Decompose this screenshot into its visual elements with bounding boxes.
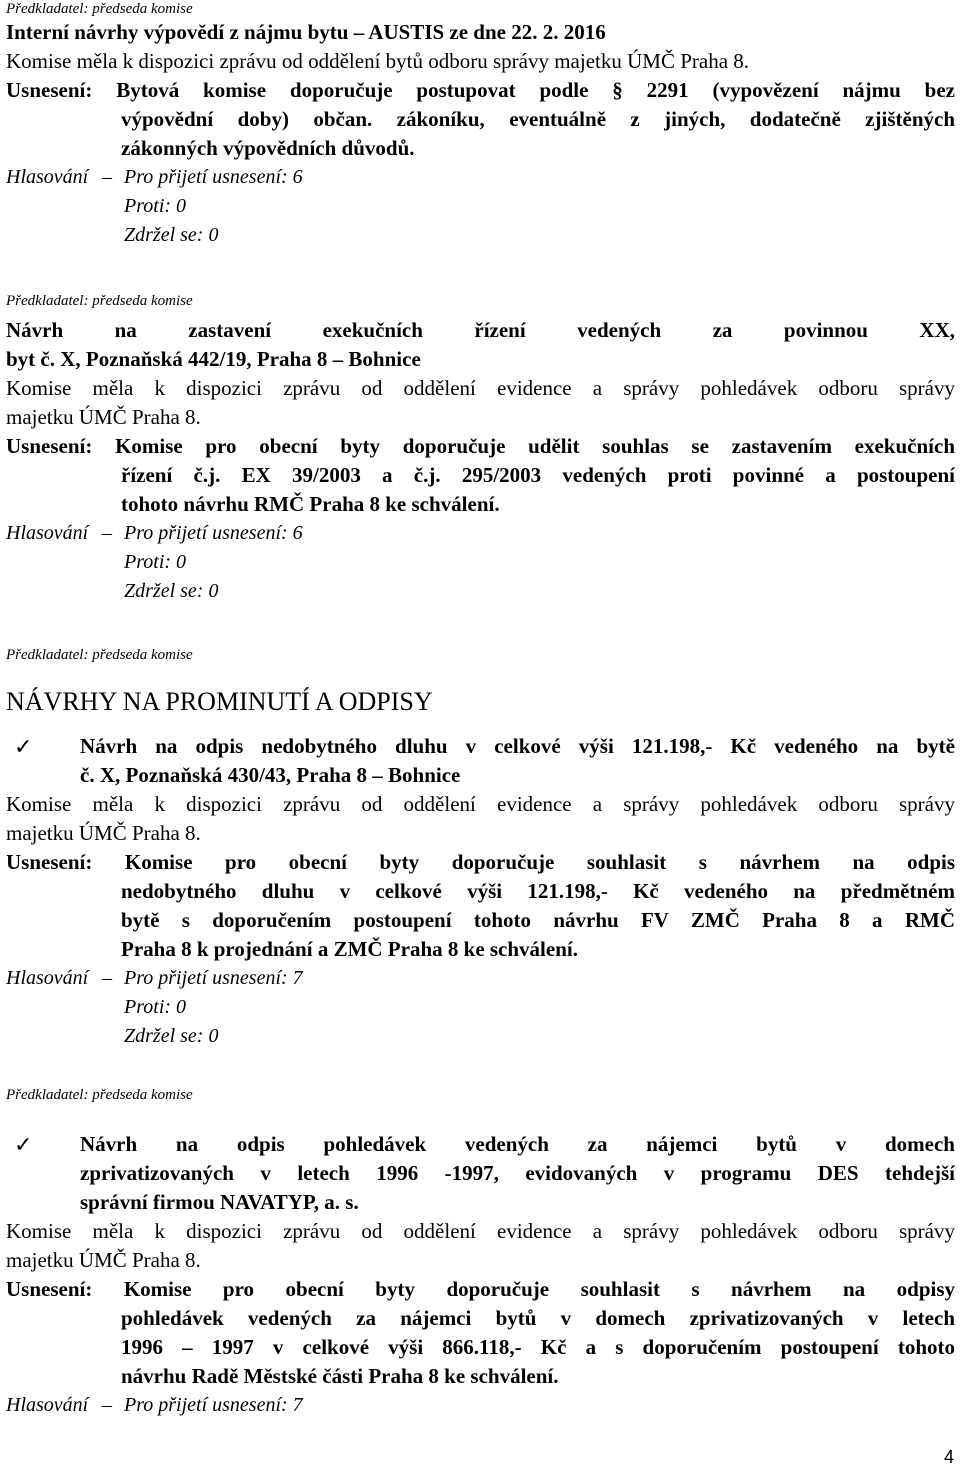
item-4-title-line3: správní firmou NAVATYP, a. s. xyxy=(80,1190,359,1214)
item-4-note-line2: majetku ÚMČ Praha 8. xyxy=(6,1248,201,1272)
vote-dash: – xyxy=(102,166,112,188)
item-4-note-line1: Komise měla k dispozici zprávu od oddělení evidence a správy pohledávek odboru správy xyxy=(6,1219,955,1243)
item-1-vote-for xyxy=(6,163,955,192)
vote-abstain: Zdržel se: 0 xyxy=(124,580,219,602)
vote-abstain: Zdržel se: 0 xyxy=(124,224,219,246)
item-3-resolution-line2: nedobytného dluhu v celkové výši 121.198,- Kč vedeného na předmětném xyxy=(121,879,955,903)
item-3-vote-for xyxy=(6,964,955,993)
item-2-vote-abstain xyxy=(6,577,955,606)
vote-dash: – xyxy=(102,522,112,544)
resolution-label: Usnesení: xyxy=(6,1277,93,1301)
item-2-title-line1: Návrh na zastavení exekučních řízení vedených za povinnou XX, xyxy=(6,318,955,342)
item-3 xyxy=(6,646,955,1051)
item-2-vote-against xyxy=(6,548,955,577)
proposer-label: Předkladatel: xyxy=(6,1087,89,1103)
item-4-title-line1: Návrh na odpis pohledávek vedených za nájemci bytů v domech xyxy=(80,1132,955,1156)
item-4-resolution-line1 xyxy=(6,1275,955,1304)
resolution-label: Usnesení: xyxy=(6,850,93,874)
proposer-line xyxy=(6,646,955,664)
vote-against: Proti: 0 xyxy=(124,195,187,217)
item-4 xyxy=(6,1086,955,1420)
resolution-text: Komise pro obecní byty doporučuje udělit souhlas se zastavením exekučních xyxy=(115,434,955,458)
item-2 xyxy=(6,292,955,606)
resolution-text: Komise pro obecní byty doporučuje souhlasit s návrhem na odpisy xyxy=(123,1277,956,1301)
vote-label: Hlasování xyxy=(6,522,89,544)
item-3-title xyxy=(6,732,955,790)
item-2-vote-for xyxy=(6,519,955,548)
proposer-value: předseda komise xyxy=(92,647,193,663)
item-3-note-line2: majetku ÚMČ Praha 8. xyxy=(6,821,201,845)
vote-dash: – xyxy=(102,1394,112,1416)
item-3-vote-abstain xyxy=(6,1022,955,1051)
item-2-note-line1: Komise měla k dispozici zprávu od oddělení evidence a správy pohledávek odboru správy xyxy=(6,376,955,400)
proposer-value: předseda komise xyxy=(92,1087,193,1103)
proposer-line xyxy=(6,292,955,310)
item-2-resolution-line1 xyxy=(6,432,955,461)
item-3-resolution-line1 xyxy=(6,848,955,877)
item-4-resolution-line3: 1996 – 1997 v celkové výši 866.118,- Kč a s doporučením postoupení tohoto xyxy=(121,1335,955,1359)
vote-against: Proti: 0 xyxy=(124,996,187,1018)
item-1-resolution-line2: výpovědní doby) občan. zákoníku, eventuálně z jiných, dodatečně zjištěných xyxy=(121,107,955,131)
item-3-resolution-line4: Praha 8 k projednání a ZMČ Praha 8 ke schválení. xyxy=(121,937,578,961)
vote-for: Pro přijetí usnesení: 7 xyxy=(124,1394,303,1416)
vote-dash: – xyxy=(102,967,112,989)
item-1-resolution-line3: zákonných výpovědních důvodů. xyxy=(121,136,415,160)
item-4-resolution-line2: pohledávek vedených za nájemci bytů v domech zprivatizovaných v letech xyxy=(121,1306,955,1330)
section-heading: NÁVRHY NA PROMINUTÍ A ODPISY xyxy=(6,687,433,716)
item-1-title: Interní návrhy výpovědí z nájmu bytu – AUSTIS ze dne 22. 2. 2016 xyxy=(6,20,606,44)
resolution-label: Usnesení: xyxy=(6,78,93,102)
item-4-title xyxy=(6,1130,955,1217)
item-4-vote-for xyxy=(6,1391,955,1420)
item-2-title-line2: byt č. X, Poznaňská 442/19, Praha 8 – Bohnice xyxy=(6,347,421,371)
resolution-label: Usnesení: xyxy=(6,434,93,458)
proposer-label: Předkladatel: xyxy=(6,1,89,17)
vote-against: Proti: 0 xyxy=(124,551,187,573)
item-3-note-line1: Komise měla k dispozici zprávu od oddělení evidence a správy pohledávek odboru správy xyxy=(6,792,955,816)
item-4-resolution-line4: návrhu Radě Městské části Praha 8 ke schválení. xyxy=(121,1364,559,1388)
resolution-text: Komise pro obecní byty doporučuje souhlasit s návrhem na odpis xyxy=(124,850,956,874)
item-2-resolution-line3: tohoto návrhu RMČ Praha 8 ke schválení. xyxy=(121,492,500,516)
item-3-title-line2: č. X, Poznaňská 430/43, Praha 8 – Bohnice xyxy=(80,763,461,787)
item-1-vote-against xyxy=(6,192,955,221)
vote-for: Pro přijetí usnesení: 6 xyxy=(124,166,303,188)
item-1 xyxy=(6,0,955,250)
vote-abstain: Zdržel se: 0 xyxy=(124,1025,219,1047)
item-3-title-line1: Návrh na odpis nedobytného dluhu v celkové výši 121.198,- Kč vedeného na bytě xyxy=(80,734,955,758)
vote-label: Hlasování xyxy=(6,1394,89,1416)
proposer-line xyxy=(6,1086,955,1104)
vote-label: Hlasování xyxy=(6,967,89,989)
proposer-label: Předkladatel: xyxy=(6,293,89,309)
vote-for: Pro přijetí usnesení: 6 xyxy=(124,522,303,544)
item-2-note-line2: majetku ÚMČ Praha 8. xyxy=(6,405,201,429)
vote-for: Pro přijetí usnesení: 7 xyxy=(124,967,303,989)
item-1-resolution-line1 xyxy=(6,76,955,105)
proposer-label: Předkladatel: xyxy=(6,647,89,663)
proposer-value: předseda komise xyxy=(92,293,193,309)
item-3-vote-against xyxy=(6,993,955,1022)
checkmark-icon: ✓ xyxy=(14,1132,33,1157)
proposer-line xyxy=(6,0,955,18)
checkmark-icon: ✓ xyxy=(14,734,33,759)
item-1-note: Komise měla k dispozici zprávu od oddělení bytů odboru správy majetku ÚMČ Praha 8. xyxy=(6,49,750,73)
item-2-resolution-line2: řízení č.j. EX 39/2003 a č.j. 295/2003 vedených proti povinné a postoupení xyxy=(121,463,955,487)
proposer-value: předseda komise xyxy=(92,1,193,17)
item-4-title-line2: zprivatizovaných v letech 1996 -1997, evidovaných v programu DES tehdejší xyxy=(80,1161,955,1185)
page-number: 4 xyxy=(943,1447,954,1467)
item-1-vote-abstain xyxy=(6,221,955,250)
vote-label: Hlasování xyxy=(6,166,89,188)
item-3-resolution-line3: bytě s doporučením postoupení tohoto návrhu FV ZMČ Praha 8 a RMČ xyxy=(121,908,955,932)
resolution-text: Bytová komise doporučuje postupovat podle § 2291 (vypovězení nájmu bez xyxy=(116,78,956,102)
